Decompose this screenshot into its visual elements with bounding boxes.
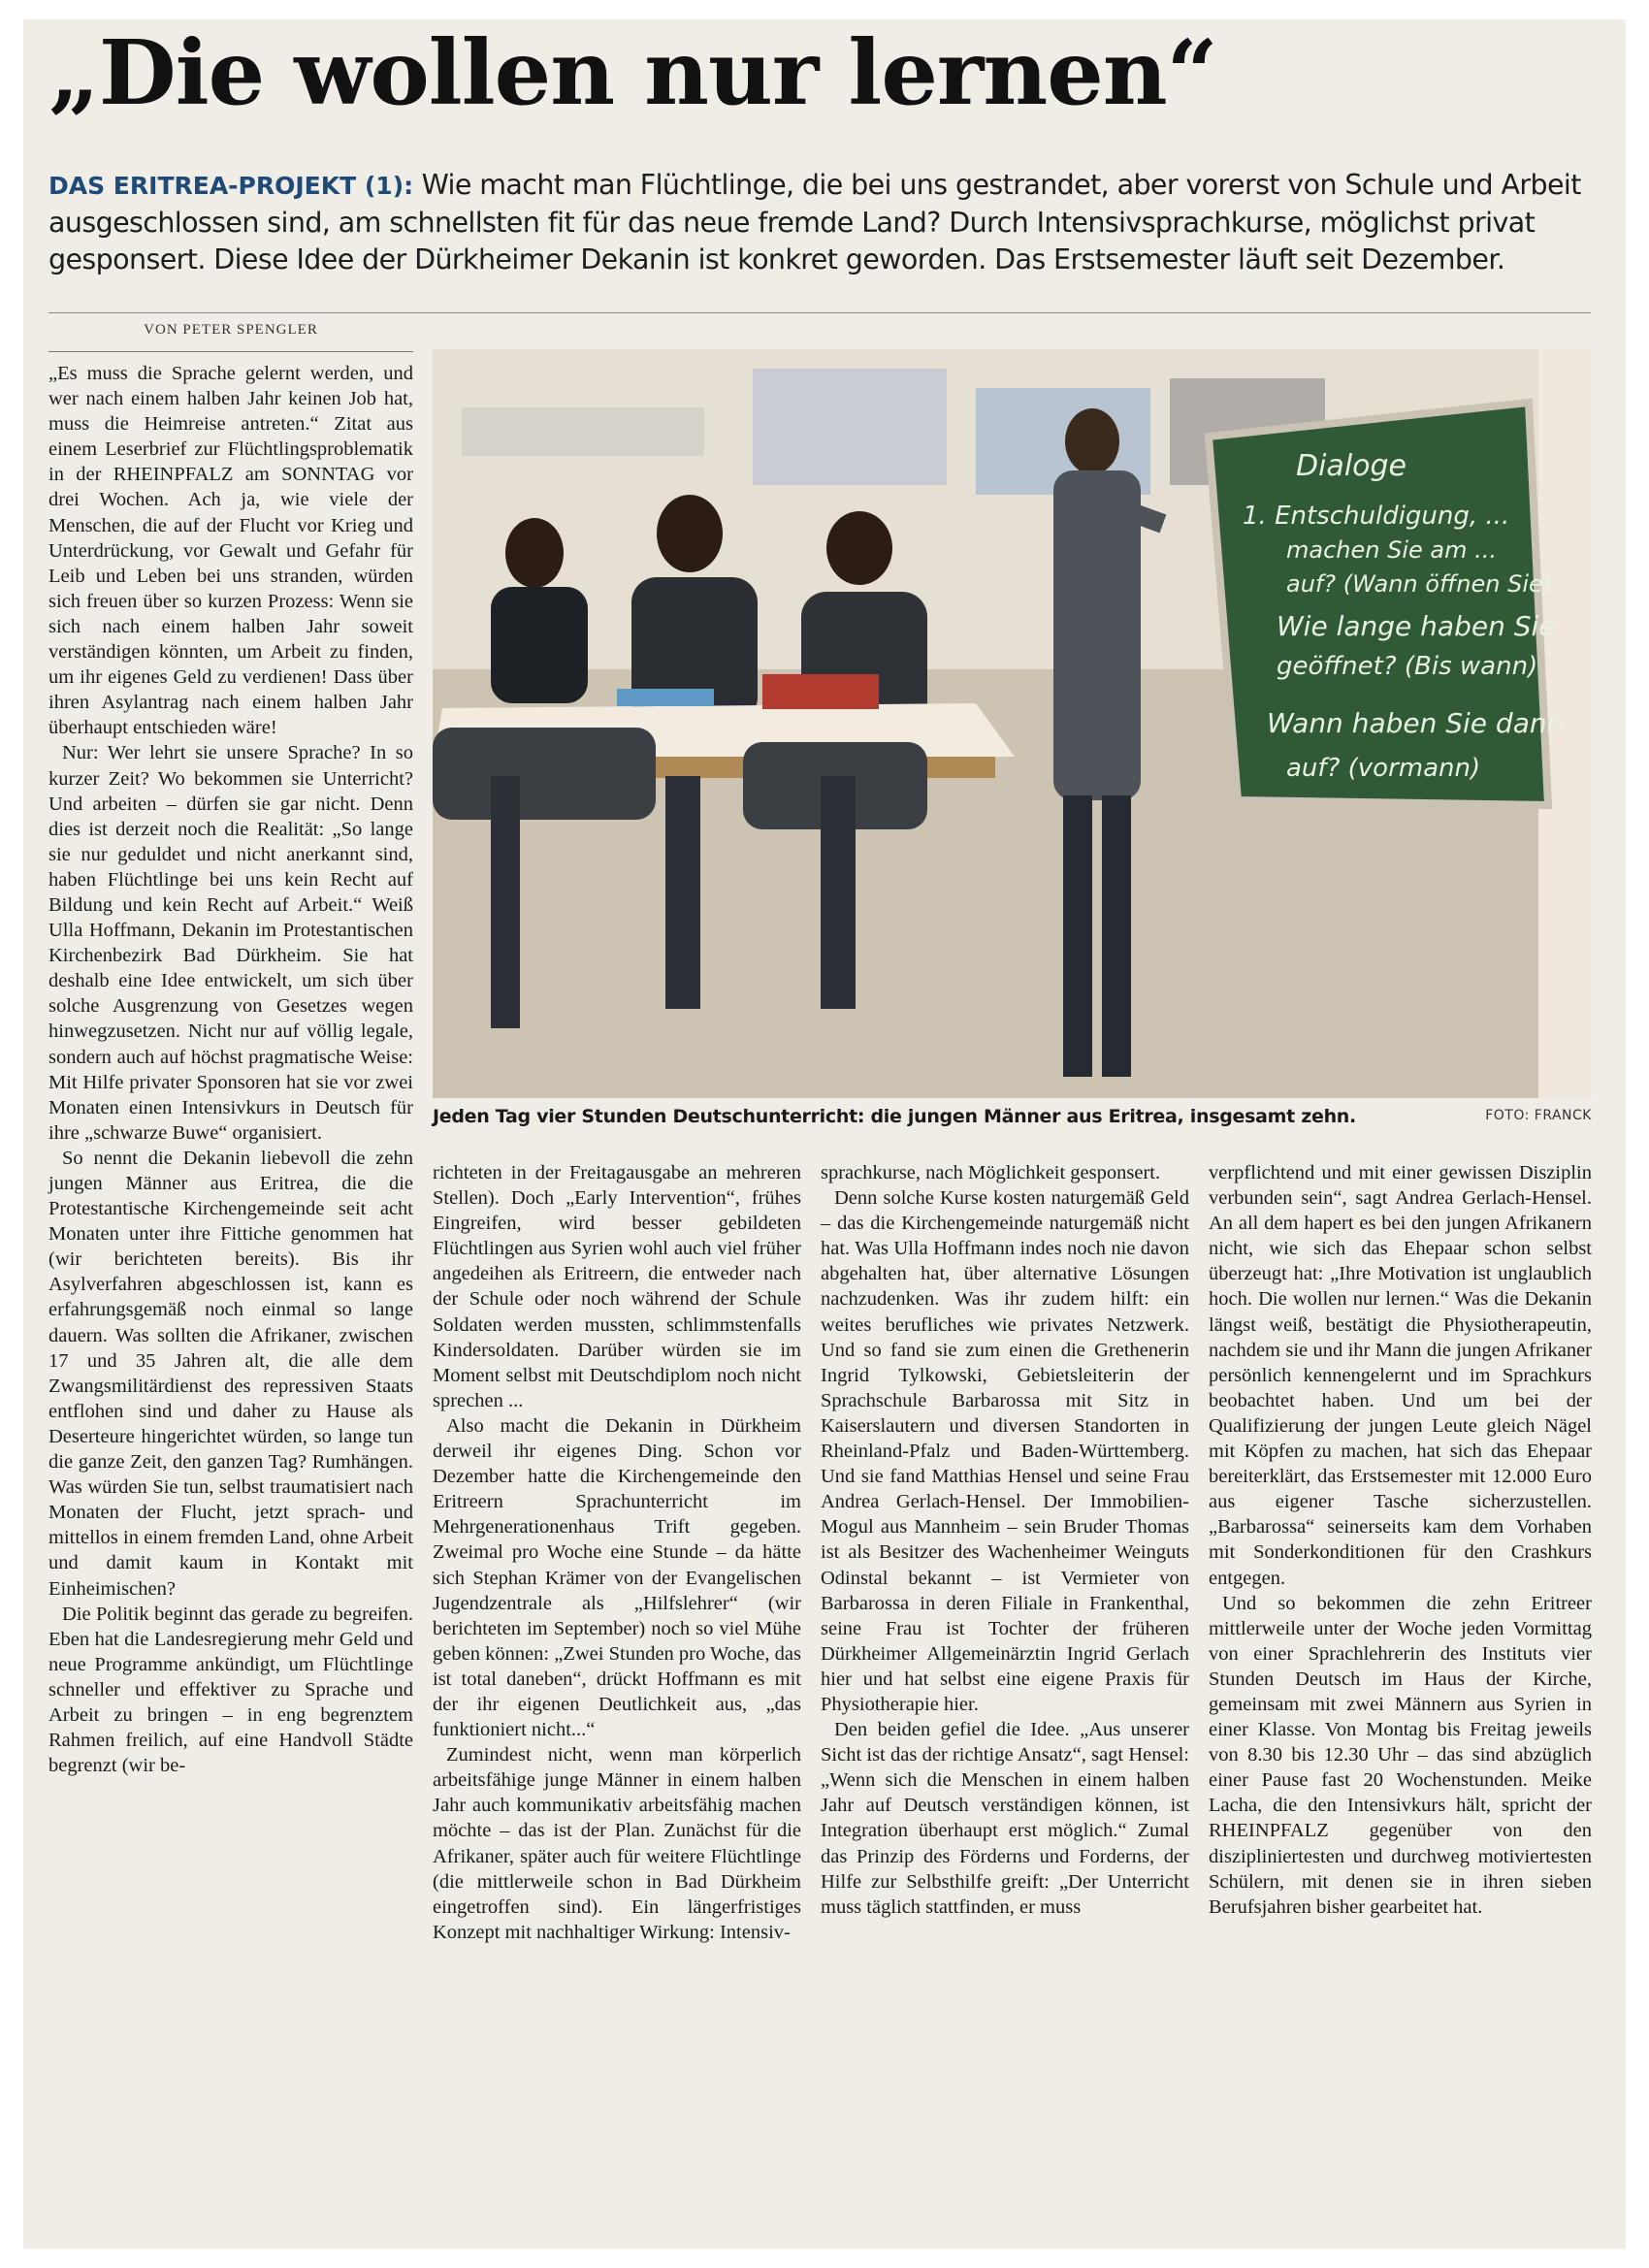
lead-paragraph: [48, 167, 1591, 278]
photo-credit: FOTO: FRANCK: [1485, 1108, 1592, 1123]
byline: VON PETER SPENGLER: [144, 322, 318, 338]
paragraph: So nennt die Dekanin liebevoll die zehn jungen Männer aus Eritrea, die die Protestantische Kirchengemeinde seit acht Monaten unter ihre Fittiche genommen hat (wir berichteten bereits). Bis ihr Asylverfahren abgeschlossen ist, kann es erfahrungsgemäß noch einmal so lange dauern. Was sollten die Afrikaner, zwischen 17 und 35 Jahren alt, die alle dem Zwangsmilitärdienst des repressiven Staats entflohen sind und daher zu Hause als Deserteure hingerichtet würden, so lange tun die ganze Zeit, den ganzen Tag? Rumhängen. Was würden Sie tun, selbst traumatisiert nach Monaten der Flucht, jetzt sprach- und mittellos in einem fremden Land, ohne Arbeit und damit kaum in Kontakt mit Einheimischen?: [48, 1147, 413, 1600]
paragraph: Die Politik beginnt das gerade zu begreifen. Eben hat die Landesregierung mehr Geld und neue Programme ankündigt, um Flüchtlinge schneller und effektiver zu Sprache und Arbeit zu bringen – in eng begrenztem Rahmen freilich, auf eine Handvoll Städte begrenzt (wir be-: [48, 1603, 413, 1777]
headline: „Die wollen nur lernen“: [48, 20, 1217, 125]
article-column-2: [433, 1160, 801, 2179]
paragraph: verpflichtend und mit einer gewissen Disziplin verbunden sein“, sagt Andrea Gerlach-Hensel. An all dem hapert es bei den jungen Afrikanern nicht, wie sich das Ehepaar schon selbst überzeugt hat: „Ihre Motivation ist unglaublich hoch. Die wollen nur lernen.“ Was die Dekanin längst weiß, bestätigt die Physiotherapeutin, nachdem sie und ihr Mann die jungen Afrikaner persönlich kennengelernt und im Sprachkurs beobachtet haben. Und um bei der Qualifizierung der jungen Leute gleich Nägel mit Köpfen zu machen, hat sich das Ehepaar bereiterklärt, das Erstsemester mit 12.000 Euro aus eigener Tasche sicherzustellen. „Barbarossa“ seinerseits kam dem Vorhaben mit Sonderkonditionen für den Crashkurs entgegen.: [1209, 1162, 1592, 1589]
byline-divider: [48, 351, 413, 352]
paragraph: richteten in der Freitagausgabe an mehreren Stellen). Doch „Early Intervention“, frühes Eingreifen, wird besser gebildeten Flüchtlingen aus Syrien wohl auch viel früher angedeihen als Eritreern, die entweder nach der Schule oder noch während der Schule Soldaten werden mussten, schlimmstenfalls Kindersoldaten. Darüber würden sie im Moment selbst mit Deutschdiplom noch nicht sprechen ...: [433, 1162, 801, 1411]
board-line: geöffnet? (Bis wann): [1277, 652, 1538, 681]
article-column-4: [1209, 1160, 1592, 2179]
header-divider: [48, 312, 1591, 313]
paragraph: Nur: Wer lehrt sie unsere Sprache? In so kurzer Zeit? Wo bekommen sie Unterricht? Und arbeiten – dürfen sie gar nicht. Denn dies ist derzeit noch die Realität: „So lange sie nur geduldet und nicht anerkannt sind, haben Flüchtlinge bei uns kein Recht auf Bildung und kein Recht auf Arbeit.“ Weiß Ulla Hoffmann, Dekanin im Protestantischen Kirchenbezirk Bad Dürkheim. Sie hat deshalb eine Idee entwickelt, um sich über solche Ausgrenzung von Gesetzes wegen hinwegzusetzen. Nicht nur auf völlig legale, sondern auch auf höchst pragmatische Weise: Mit Hilfe privater Sponsoren hat sie vor zwei Monaten einen Intensivkurs in Deutsch für ihre „schwarze Buwe“ organisiert.: [48, 742, 413, 1144]
board-line: 1. Entschuldigung, ...: [1243, 502, 1510, 531]
board-line: Dialoge: [1296, 449, 1407, 483]
board-line: machen Sie am ...: [1286, 536, 1497, 564]
board-line: auf? (Wann öffnen Sie): [1286, 570, 1553, 598]
paragraph: „Es muss die Sprache gelernt werden, und wer nach einem halben Jahr keinen Job hat, muss die Heimreise antreten.“ Zitat aus einem Leserbrief zur Flüchtlingsproblematik in der RHEINPFALZ am SONNTAG vor drei Wochen. Ach ja, wie viele der Menschen, die auf der Flucht vor Krieg und Unterdrückung, vor Gewalt und Gefahr für Leib und Leben bei uns stranden, würden sich freuen über so kurzen Prozess: Wenn sie sich nach einem halben Jahr soweit verständigen könnten, um Arbeit zu finden, um ihr eigenes Geld zu verdienen! Dass über ihren Asylantrag nach einem halben Jahr überhaupt entschieden wäre!: [48, 363, 413, 739]
lead-kicker: DAS ERITREA-PROJEKT (1):: [48, 172, 414, 200]
article-column-3: [821, 1160, 1189, 2179]
caption-text: Jeden Tag vier Stunden Deutschunterricht: die jungen Männer aus Eritrea, insgesamt zehn.: [433, 1106, 1356, 1127]
classroom-photo: [433, 349, 1592, 1098]
paragraph: Also macht die Dekanin in Dürkheim derweil ihr eigenes Ding. Schon vor Dezember hatte die Kirchengemeinde den Eritreern Sprachunterricht im Mehrgenerationenhaus Trift gegeben. Zweimal pro Woche eine Stunde – da hätte sich Stephan Krämer von der Evangelischen Jugendzentrale als „Hilfslehrer“ (wir berichteten im September) noch so viel Mühe geben können: „Zwei Stunden pro Woche, das ist total daneben“, drückt Hoffmann es mit der ihr eigenen Deutlichkeit aus, „das funktioniert nicht...“: [433, 1414, 801, 1741]
paragraph: sprachkurse, nach Möglichkeit gesponsert.: [821, 1162, 1161, 1183]
paragraph: Den beiden gefiel die Idee. „Aus unserer Sicht ist das der richtige Ansatz“, sagt Hensel: „Wenn sich die Menschen in einem halben Jahr auf Deutsch verständigen können, ist Integration überhaupt erst möglich.“ Zumal das Prinzip des Förderns und Forderns, der Hilfe zur Selbsthilfe greift: „Der Unterricht muss täglich stattfinden, er muss: [821, 1719, 1189, 1918]
paragraph: Zumindest nicht, wenn man körperlich arbeitsfähige junge Männer in einem halben Jahr auch kommunikativ arbeitsfähig machen möchte – das ist der Plan. Zunächst für die Afrikaner, später auch für weitere Flüchtlinge (die mittlerweile schon in Bad Dürkheim eingetroffen sind). Ein längerfristiges Konzept mit nachhaltiger Wirkung: Intensiv-: [433, 1744, 801, 1943]
photo-caption: [433, 1106, 1592, 1135]
lead-text: Wie macht man Flüchtlinge, die bei uns gestrandet, aber vorerst von Schule und Arbeit ausgeschlossen sind, am schnellsten fit für das neue fremde Land? Durch Intensivsprachkurse, möglichst privat gesponsert. Diese Idee der Dürkheimer Dekanin ist konkret geworden. Das Erstsemester läuft seit Dezember.: [48, 169, 1581, 275]
board-line: auf? (vormann): [1286, 754, 1481, 783]
article-column-1: [48, 361, 413, 2185]
board-line: Wie lange haben Sie: [1277, 610, 1556, 642]
board-line: Wann haben Sie dann: [1267, 707, 1565, 739]
paragraph: Und so bekommen die zehn Eritreer mittlerweile unter der Woche jeden Vormittag von einer Sprachlehrerin des Instituts vier Stunden Deutsch im Haus der Kirche, gemeinsam mit zwei Männern aus Syrien in einer Klasse. Von Montag bis Freitag jeweils von 8.30 bis 12.30 Uhr – das sind abzüglich einer Pause fast 20 Wochenstunden. Meike Lacha, die den Intensivkurs hält, spricht der RHEINPFALZ gegenüber von den diszipliniertesten und durchweg motiviertesten Schülern, mit denen sie in ihren sieben Berufsjahren bisher gearbeitet hat.: [1209, 1592, 1592, 1918]
paragraph: Denn solche Kurse kosten naturgemäß Geld – das die Kirchengemeinde naturgemäß nicht hat. Was Ulla Hoffmann indes noch nie davon abgehalten hat, über alternative Lösungen nachzudenken. Was ihr zudem hilft: ein weites berufliches wie privates Netzwerk. Und so fand sie zum einen die Grethenerin Ingrid Tylkowski, Gebietsleiterin der Sprachschule Barbarossa mit Sitz in Kaiserslautern und diversen Standorten in Rheinland-Pfalz und Baden-Württemberg. Und sie fand Matthias Hensel und seine Frau Andrea Gerlach-Hensel. Der Immobilien-Mogul aus Mannheim – sein Bruder Thomas ist als Besitzer des Wachenheimer Weinguts Odinstal bekannt – ist Vermieter von Barbarossa in deren Filiale in Frankenthal, seine Frau ist Tochter der früheren Dürkheimer Allgemeinärztin Ingrid Gerlach hier und hat selbst eine eigene Praxis für Physiotherapie hier.: [821, 1187, 1189, 1715]
